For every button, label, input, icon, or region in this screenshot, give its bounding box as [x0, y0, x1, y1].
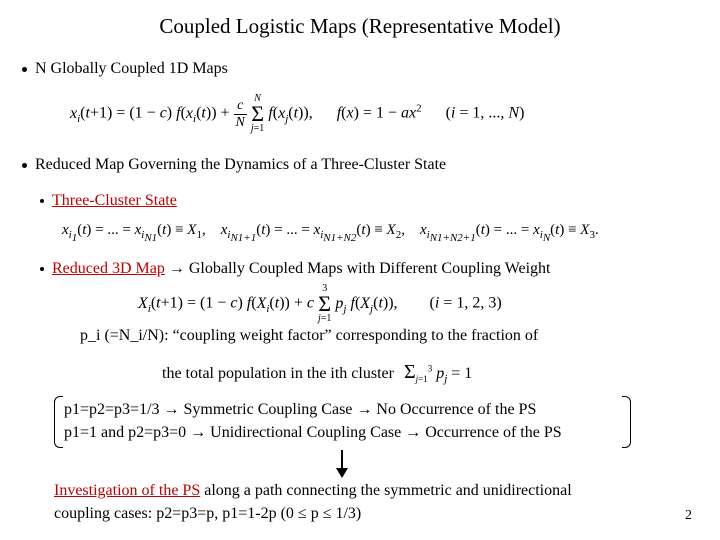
investigation-text: along a path connecting the symmetric and unidirectional: [200, 482, 572, 499]
bullet-dot-icon: [40, 199, 44, 203]
sum-equals-one: $\Sigma_{j=1}^3$ $p_j = 1$: [403, 361, 473, 386]
subbullet-reduced-3d-map: [40, 260, 551, 278]
equation-reduced-map: $X_i(t+1) = (1 - c) f(X_i(t)) + c$ 3 Σ j=1 $p_j$ $f(X_j(t))$, (i = 1, 2, 3): [138, 283, 502, 324]
bullet-dot-icon: [22, 163, 27, 168]
bullet-dot-icon: [22, 67, 27, 72]
unidirectional-case: [64, 424, 562, 442]
coupling-weight-definition-continued: [162, 361, 472, 385]
coupling-weight-text: p_i (=N_i/N): “coupling weight factor” corresponding to the fraction of: [80, 327, 539, 344]
three-cluster-label: Three-Cluster State: [52, 192, 177, 209]
investigation-path-text: coupling cases: p2=p3=p, p1=1-2p (0 ≤ p ≤ 1/3): [54, 505, 362, 522]
bullet-text: N Globally Coupled 1D Maps: [35, 60, 228, 77]
investigation-line-2: [54, 505, 361, 523]
bullet-text: Reduced Map Governing the Dynamics of a Three-Cluster State: [35, 156, 447, 173]
left-bracket: [54, 396, 63, 448]
case-symmetric-text: p1=p2=p3=1/3 → Symmetric Coupling Case → No Occurrence of the PS: [64, 401, 537, 418]
right-bracket: [622, 396, 631, 448]
total-population-text: the total population in the ith cluster: [162, 365, 394, 382]
page-title: Coupled Logistic Maps (Representative Model): [159, 14, 561, 38]
bullet-reduced-map: [22, 156, 446, 174]
down-arrow-shaft: [341, 450, 343, 470]
coupling-weight-definition: [80, 327, 538, 345]
page-number: 2: [685, 508, 692, 523]
case-unidirectional-text: p1=1 and p2=p3=0 → Unidirectional Coupling Case → Occurrence of the PS: [64, 424, 562, 441]
down-arrow-icon: [336, 468, 348, 478]
reduced-map-label: Reduced 3D Map: [52, 260, 165, 277]
bullet-dot-icon: [40, 267, 44, 271]
equation-coupled-maps: $x_i(t+1) = (1 - c) f(x_i(t)) + \frac{c}{N}$ N Σ j=1 $f(x_j(t))$, $f(x) = 1 - ax^2$ (i = 1, ..., N): [70, 93, 525, 134]
symmetric-case: [64, 401, 536, 419]
subbullet-three-cluster: [40, 192, 177, 210]
bullet-globally-coupled: [22, 60, 228, 78]
reduced-map-description: → Globally Coupled Maps with Different Coupling Weight: [168, 260, 551, 277]
equation-three-cluster: $x_{i_1}(t)$ = ... = $x_{i_{N1}}(t) \equiv X_1$, $x_{i_{N1+1}}(t)$ = ... = $x_{i_{N1+N2}}(t) \equiv X_2$, $x_{i_{N1+N2+1}}(t)$ = ... = $x_{i_N}(t) \equiv X_3$.: [62, 222, 599, 245]
investigation-line-1: [54, 482, 572, 500]
investigation-label: Investigation of the PS: [54, 482, 201, 499]
